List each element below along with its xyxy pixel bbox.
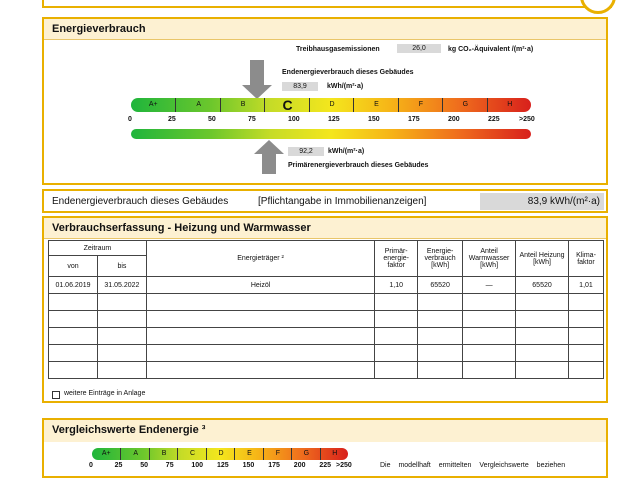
- verbrauch-table: [48, 240, 604, 379]
- pflicht-value: 83,9 kWh/(m²·a): [480, 193, 604, 210]
- scale-tick-label: 75: [165, 462, 174, 469]
- scale-tick-label: 25: [168, 116, 176, 123]
- energy-class-a: A: [175, 98, 220, 112]
- cell-traeger: Heizöl: [146, 277, 374, 294]
- energy-class-g: G: [442, 98, 487, 112]
- verbrauchserfassung-panel: [42, 216, 608, 403]
- thg-unit: kg CO₂-Äquivalent /(m²·a): [448, 46, 534, 53]
- energy-class-h: H: [487, 98, 532, 112]
- vergleich-scale-ticks: [89, 462, 352, 472]
- primaer-value: 92,2: [288, 147, 324, 156]
- scale-tick-label: >250: [519, 116, 535, 123]
- scale-tick-label: 75: [248, 116, 256, 123]
- pflichtangabe-panel: [42, 189, 608, 213]
- cell-primaer: 1,10: [375, 277, 418, 294]
- scale-tick-label: 100: [288, 116, 300, 123]
- energy-class-b: B: [149, 448, 178, 460]
- energy-class-d: D: [206, 448, 235, 460]
- weitere-eintraege-label: weitere Einträge in Anlage: [64, 390, 146, 397]
- energy-class-f: F: [263, 448, 292, 460]
- header-bis: bis: [97, 256, 146, 277]
- header-warmwasser: Anteil Warmwasser [kWh]: [463, 241, 516, 277]
- endenergie-value: 83,9: [282, 82, 318, 91]
- energy-class-e: E: [353, 98, 398, 112]
- scale-tick-label: 50: [208, 116, 216, 123]
- cell-energie: 65520: [418, 277, 463, 294]
- scale-tick-label: 175: [268, 462, 280, 469]
- logo-circle: [580, 0, 616, 14]
- pflicht-label: Endenergieverbrauch dieses Gebäudes: [52, 196, 229, 207]
- energy-class-b: B: [220, 98, 265, 112]
- table-row: [49, 294, 604, 311]
- endenergie-arrow-icon: [242, 85, 272, 99]
- table-row: [49, 345, 604, 362]
- energy-class-c: C: [177, 448, 206, 460]
- thg-label: Treibhausgasemissionen: [296, 46, 380, 53]
- scale-tick-label: >250: [336, 462, 352, 469]
- scale-tick-label: 200: [448, 116, 460, 123]
- energieverbrauch-panel: [42, 17, 608, 185]
- energy-class-g: G: [291, 448, 320, 460]
- energy-class-a: A: [120, 448, 149, 460]
- table-row: [49, 311, 604, 328]
- scale-tick-label: 175: [408, 116, 420, 123]
- weitere-eintraege-checkbox[interactable]: [52, 391, 60, 399]
- primaer-scale-bar: [131, 129, 531, 139]
- cell-heiz: 65520: [516, 277, 569, 294]
- top-panel-edge: [42, 0, 612, 8]
- scale-tick-label: 225: [488, 116, 500, 123]
- vergleichswerte-panel: [42, 418, 608, 478]
- primaer-unit: kWh/(m²·a): [328, 148, 365, 155]
- energy-class-d: D: [309, 98, 354, 112]
- header-energieverbrauch: Energie-verbrauch [kWh]: [418, 241, 463, 277]
- scale-tick-label: 125: [328, 116, 340, 123]
- header-klimafaktor: Klima-faktor: [568, 241, 603, 277]
- primaer-arrow-icon: [254, 140, 284, 154]
- vergleichswerte-title: Vergleichswerte Endenergie ³: [44, 420, 606, 442]
- scale-tick-label: 0: [128, 116, 132, 123]
- table-row: [49, 362, 604, 379]
- vergleich-scale-bar: [92, 448, 348, 460]
- table-row: [49, 328, 604, 345]
- cell-von: 01.06.2019: [49, 277, 98, 294]
- cell-warm: —: [463, 277, 516, 294]
- energy-class-c: C: [264, 98, 309, 112]
- table-row: [49, 277, 604, 294]
- cell-klima: 1,01: [568, 277, 603, 294]
- thg-value: 26,0: [397, 44, 441, 53]
- scale-tick-label: 0: [89, 462, 93, 469]
- scale-tick-label: 50: [140, 462, 148, 469]
- energy-scale-ticks: [128, 116, 535, 126]
- energy-class-aplus: A+: [101, 450, 111, 457]
- cell-bis: 31.05.2022: [97, 277, 146, 294]
- scale-tick-label: 100: [191, 462, 204, 469]
- verbrauchserfassung-title: Verbrauchserfassung - Heizung und Warmwasser: [44, 218, 606, 239]
- endenergie-caption: Endenergieverbrauch dieses Gebäudes: [282, 69, 414, 76]
- vergleich-text: Die modellhaft ermittelten Vergleichswerte beziehen: [380, 462, 566, 469]
- energy-class-h: H: [320, 448, 349, 460]
- scale-tick-label: 225: [319, 462, 332, 469]
- scale-tick-label: 150: [242, 462, 255, 469]
- energieverbrauch-title: Energieverbrauch: [44, 19, 606, 40]
- header-energietraeger: Energieträger ²: [146, 241, 374, 277]
- header-von: von: [49, 256, 98, 277]
- energy-class-aplus: A+: [148, 101, 158, 108]
- scale-tick-label: 125: [217, 462, 229, 469]
- energy-scale-bar: [131, 98, 531, 112]
- primaer-caption: Primärenergieverbrauch dieses Gebäudes: [288, 162, 429, 169]
- energy-class-e: E: [234, 448, 263, 460]
- scale-tick-label: 25: [114, 462, 123, 469]
- scale-tick-label: 200: [293, 462, 306, 469]
- energy-class-f: F: [398, 98, 443, 112]
- scale-tick-label: 150: [368, 116, 380, 123]
- header-primaer: Primär-energie-faktor: [375, 241, 418, 277]
- endenergie-arrow-shaft: [250, 60, 264, 86]
- header-zeitraum: Zeitraum: [49, 241, 147, 256]
- endenergie-unit: kWh/(m²·a): [327, 83, 364, 90]
- header-heizung: Anteil Heizung [kWh]: [516, 241, 569, 277]
- pflicht-sub: [Pflichtangabe in Immobilienanzeigen]: [258, 196, 427, 207]
- primaer-arrow-shaft: [262, 154, 276, 174]
